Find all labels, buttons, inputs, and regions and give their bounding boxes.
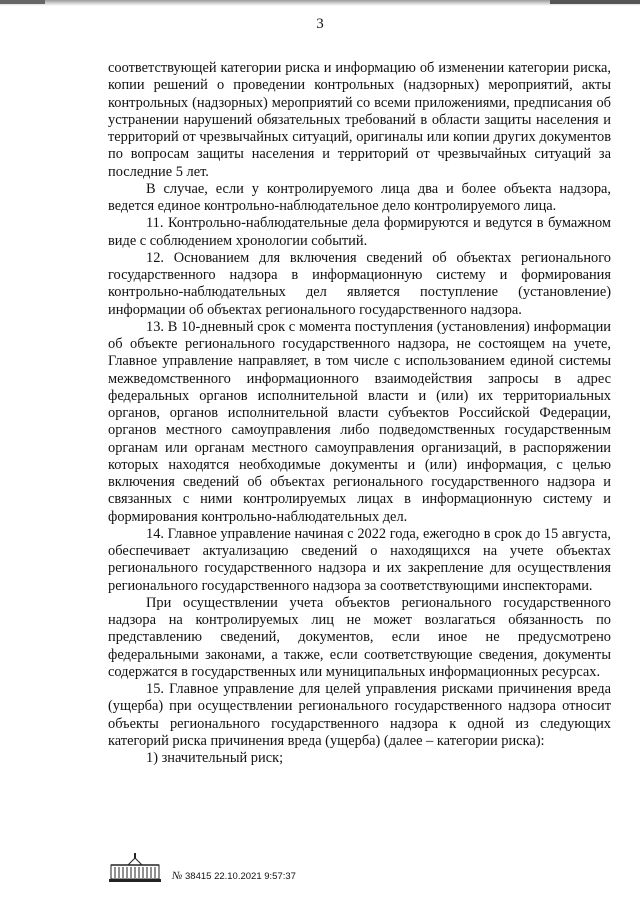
paragraph: 15. Главное управление для целей управления рисками причинения вреда (ущерба) при осуществлении регионального государственного надзора относит объекты регионального государственного надзора к одной из следующих категорий риска причинения вреда (ущерба) (далее – категории риска): [108, 681, 611, 749]
paragraph: В случае, если у контролируемого лица два и более объекта надзора, ведется единое контрольно-наблюдательное дело контролируемого лица. [108, 180, 611, 214]
registration-stamp-text [172, 870, 296, 883]
registration-number-datetime: 38415 22.10.2021 9:57:37 [185, 871, 296, 882]
paragraph: 11. Контрольно-наблюдательные дела формируются и ведутся в бумажном виде с соблюдением хронологии событий. [108, 215, 611, 249]
paragraph: 1) значительный риск; [146, 750, 284, 766]
document-body [108, 60, 611, 767]
paragraph: 14. Главное управление начиная с 2022 года, ежегодно в срок до 15 августа, обеспечивает актуализацию сведений о находящихся на учете объектах регионального государственного надзора и их закрепление для осуществления регионального государственного надзора за соответствующими инспекторами. [108, 525, 611, 594]
number-sign: № [172, 870, 183, 882]
building-stamp-icon [108, 849, 162, 883]
scan-edge-mark-left [0, 0, 45, 4]
scan-top-edge [0, 0, 640, 6]
registration-footer [108, 849, 408, 887]
paragraph: 13. В 10-дневный срок с момента поступления (установления) информации об объекте регионального государственного надзора, не состоящем на учете, Главное управление направляет, в том числе с использованием единой системы межведомственного информационного взаимодействия запросы в адрес федеральных органов исполнительной власти и (или) их территориальных органов, органов исполнительной власти субъектов Российской Федерации, органов местного самоуправления либо подведомственных государственным органам или органам местного самоуправления организаций, в распоряжении которых находятся необходимые документы и (или) информация, с целью включения сведений об объектах регионального государственного надзора и связанных с ними контролируемых лицах в информационную систему и формирования контрольно-наблюдательных дел. [108, 318, 611, 525]
paragraph: соответствующей категории риска и информацию об изменении категории риска, копии решений о проведении контрольных (надзорных) мероприятий, акты контрольных (надзорных) мероприятий со всеми приложениями, предписания об устранении нарушений обязательных требований в области защиты населения и территорий от чрезвычайных ситуаций, оригиналы или копии других документов по вопросам защиты населения и территорий от чрезвычайных ситуаций за последние 5 лет. [108, 60, 611, 180]
paragraph: При осуществлении учета объектов регионального государственного надзора на контролируемых лиц не может возлагаться обязанность по представлению сведений, документов, если иное не предусмотрено федеральными законами, а также, если соответствующие сведения, документы содержатся в государственных или муниципальных информационных ресурсах. [108, 594, 611, 680]
paragraph: 12. Основанием для включения сведений об объектах регионального государственного надзора в информационную систему и формирования контрольно-наблюдательных дел является поступление (установление) информации об объектах регионального государственного надзора. [108, 249, 611, 318]
page-number: 3 [316, 16, 324, 32]
scan-edge-mark-right [550, 0, 640, 4]
